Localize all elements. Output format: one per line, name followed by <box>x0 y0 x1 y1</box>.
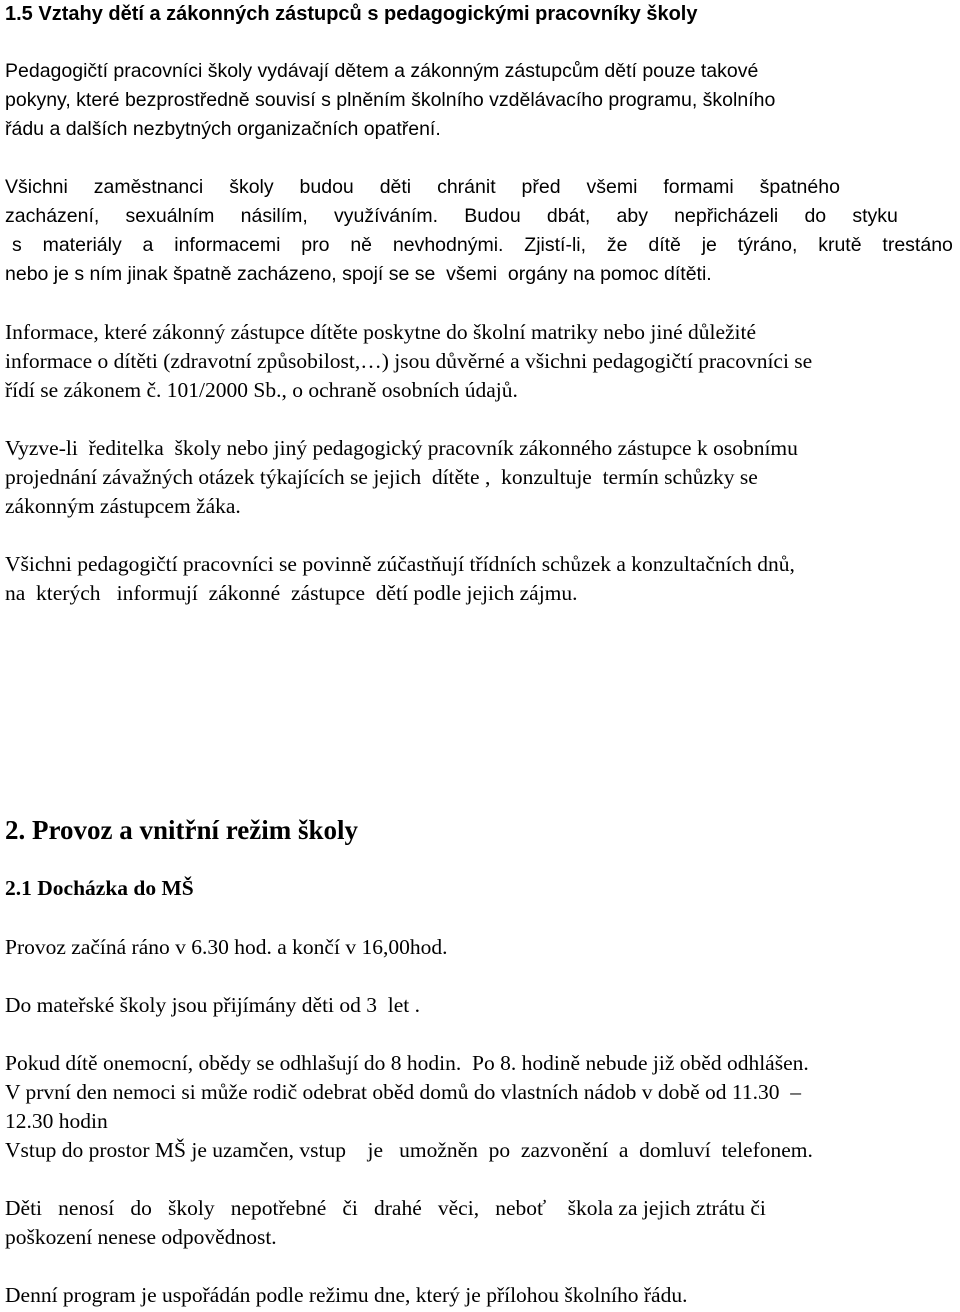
paragraph-5-line-2: na kterých informují zákonné zástupce dětí podle jejich zájmu. <box>5 581 578 605</box>
word: Zjistí-li, <box>524 234 587 256</box>
word: využíváním. <box>334 205 439 227</box>
paragraph-4-line-3: zákonným zástupcem žáka. <box>5 494 241 518</box>
word: násilím, <box>240 205 308 227</box>
text-line-lunch-pickup: V první den nemoci si může rodič odebrat oběd domů do vlastních nádob v době od 11.30 – <box>5 1080 801 1104</box>
word: informacemi <box>174 234 281 256</box>
word: děti <box>379 176 412 198</box>
word: dbát, <box>546 205 591 227</box>
word: nevhodnými. <box>392 234 504 256</box>
word: aby <box>616 205 648 227</box>
word: Budou <box>464 205 521 227</box>
paragraph-5-line-1: Všichni pedagogičtí pracovníci se povinně zúčastňují třídních schůzek a konzultačních dnů, <box>5 552 795 576</box>
word: s <box>12 234 22 256</box>
text-line-lunch-pickup-time: 12.30 hodin <box>5 1109 108 1133</box>
paragraph-2-line-4: nebo je s ním jinak špatně zacházeno, spojí se se všemi orgány na pomoc dítěti. <box>5 263 712 285</box>
word: krutě <box>818 234 862 256</box>
word: materiály <box>42 234 122 256</box>
paragraph-1-line-1: Pedagogičtí pracovníci školy vydávají dětem a zákonným zástupcům dětí pouze takové <box>5 60 759 82</box>
paragraph-2-line-1 <box>5 175 840 199</box>
text-line-lunch-cancel: Pokud dítě onemocní, obědy se odhlašují do 8 hodin. Po 8. hodině nebude již oběd odhlášen. <box>5 1051 809 1075</box>
word: budou <box>299 176 354 198</box>
section-heading-1-5: 1.5 Vztahy dětí a zákonných zástupců s pedagogickými pracovníky školy <box>5 3 698 25</box>
word: před <box>521 176 561 198</box>
word: do <box>804 205 827 227</box>
section-heading-2: 2. Provoz a vnitřní režim školy <box>5 815 358 845</box>
word: ně <box>350 234 373 256</box>
paragraph-4-line-1: Vyzve-li ředitelka školy nebo jiný pedagogický pracovník zákonného zástupce k osobnímu <box>5 436 798 460</box>
word: dítě <box>648 234 681 256</box>
paragraph-2-line-2 <box>5 204 898 228</box>
word: a <box>142 234 154 256</box>
word: všemi <box>586 176 638 198</box>
paragraph-4-line-2: projednání závažných otázek týkajících se jejich dítěte , konzultuje termín schůzky se <box>5 465 758 489</box>
paragraph-3-line-3: řídí se zákonem č. 101/2000 Sb., o ochraně osobních údajů. <box>5 378 518 402</box>
word: styku <box>852 205 898 227</box>
word: že <box>606 234 628 256</box>
text-line-opening-hours: Provoz začíná ráno v 6.30 hod. a končí v 16,00hod. <box>5 935 448 959</box>
word: zacházení, <box>5 205 100 227</box>
word: špatného <box>759 176 840 198</box>
word: školy <box>229 176 274 198</box>
word: sexuálním <box>125 205 215 227</box>
word: chránit <box>437 176 496 198</box>
paragraph-2-line-3 <box>12 233 953 257</box>
word: zaměstnanci <box>93 176 204 198</box>
text-line-valuables-2: poškození nenese odpovědnost. <box>5 1225 277 1249</box>
subsection-heading-2-1: 2.1 Docházka do MŠ <box>5 876 194 900</box>
word: týráno, <box>737 234 798 256</box>
text-line-daily-program: Denní program je uspořádán podle režimu dne, který je přílohou školního řádu. <box>5 1283 688 1307</box>
text-line-entrance: Vstup do prostor MŠ je uzamčen, vstup je umožněn po zazvonění a domluví telefonem. <box>5 1138 813 1162</box>
word: nepřicházeli <box>674 205 779 227</box>
text-line-admission-age: Do mateřské školy jsou přijímány děti od 3 let . <box>5 993 421 1017</box>
word: trestáno <box>882 234 953 256</box>
word: je <box>701 234 717 256</box>
text-line-valuables-1: Děti nenosí do školy nepotřebné či drahé věci, neboť škola za jejich ztrátu či <box>5 1196 766 1220</box>
paragraph-3-line-1: Informace, které zákonný zástupce dítěte poskytne do školní matriky nebo jiné důležité <box>5 320 757 344</box>
word: pro <box>301 234 330 256</box>
word: formami <box>663 176 734 198</box>
paragraph-3-line-2: informace o dítěti (zdravotní způsobilost,…) jsou důvěrné a všichni pedagogičtí pracovníci se <box>5 349 813 373</box>
paragraph-1-line-2: pokyny, které bezprostředně souvisí s plněním školního vzdělávacího programu, školního <box>5 89 776 111</box>
word: Všichni <box>5 176 68 198</box>
paragraph-1-line-3: řádu a dalších nezbytných organizačních opatření. <box>5 118 441 140</box>
